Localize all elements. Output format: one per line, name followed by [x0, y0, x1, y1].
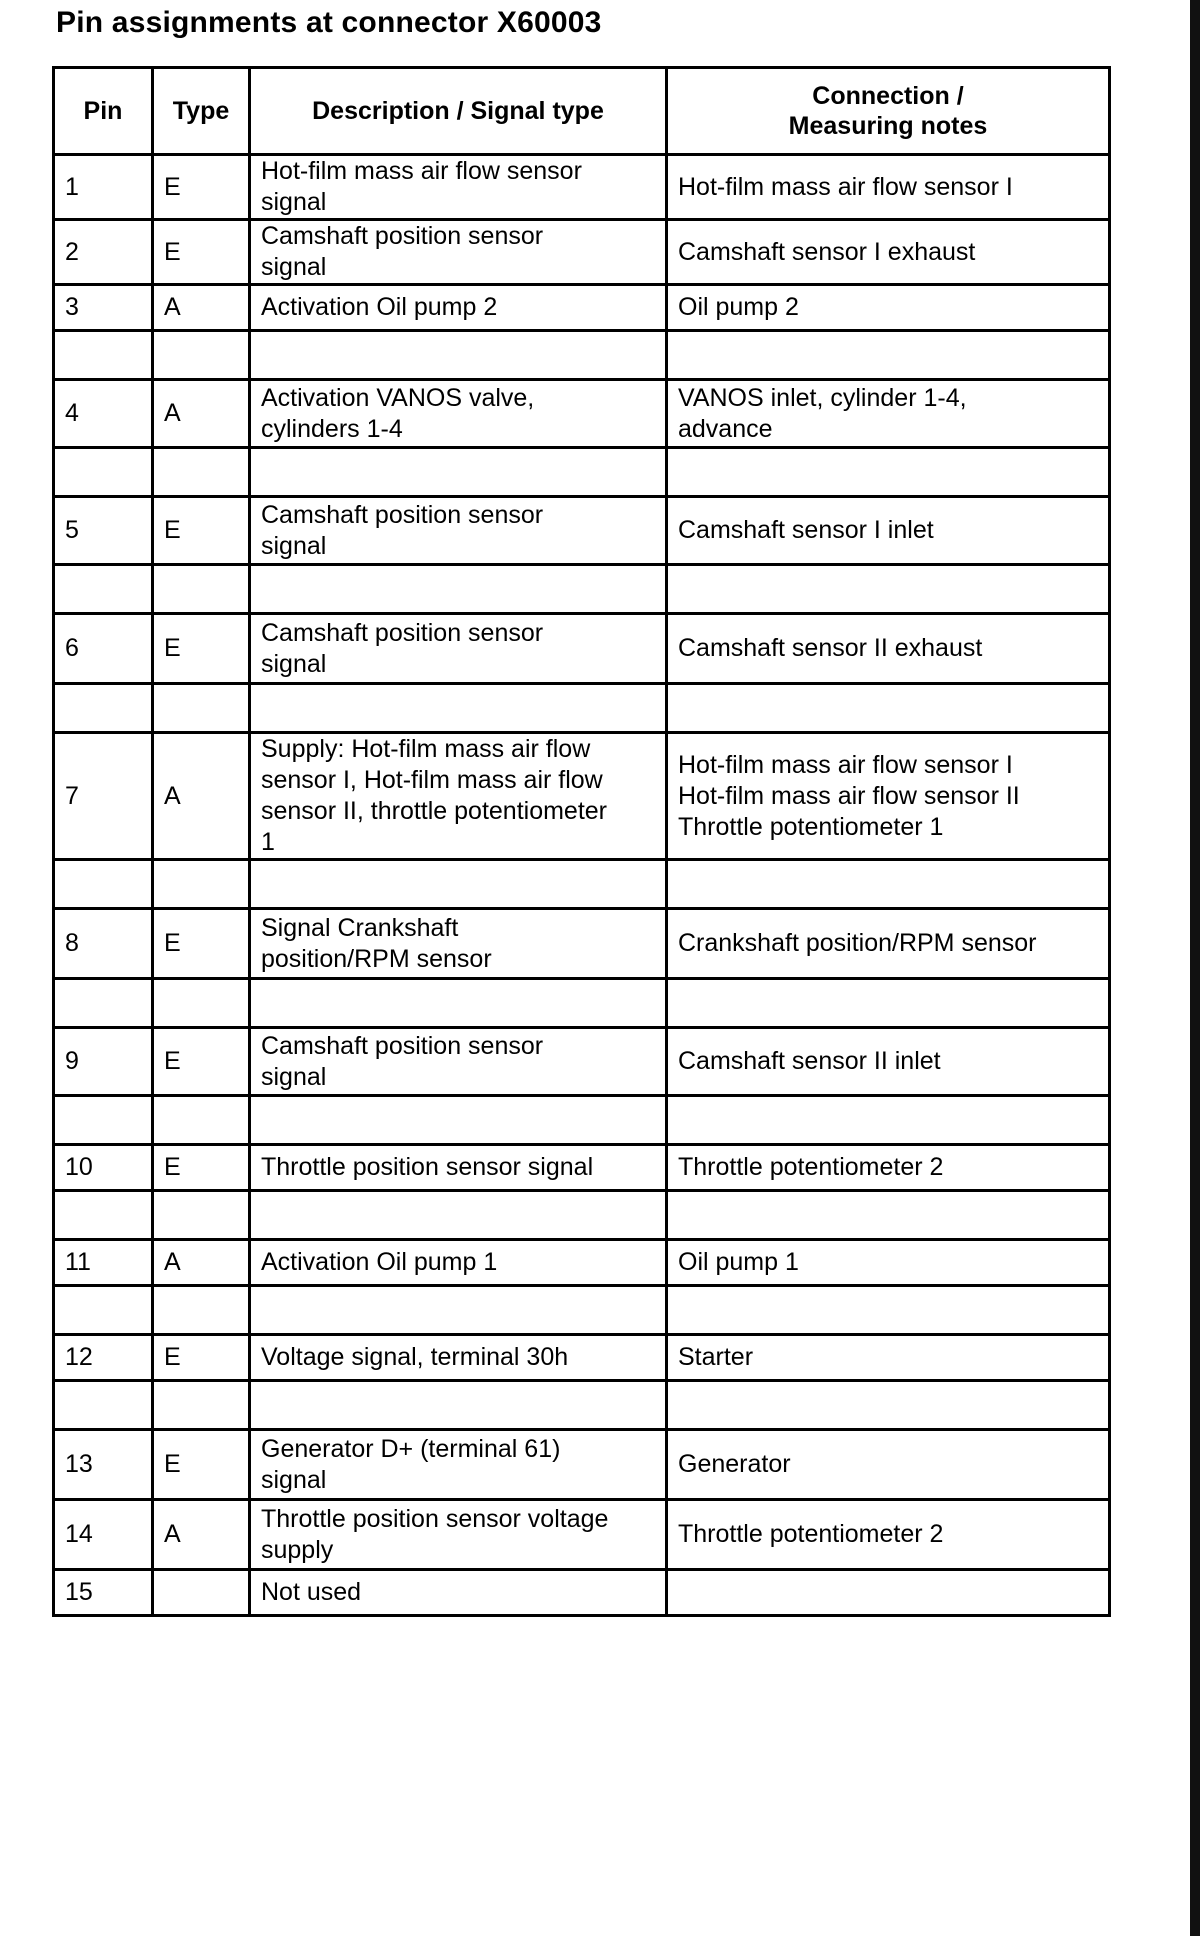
- type-cell: [153, 1570, 250, 1616]
- pin-cell: 10: [54, 1145, 153, 1191]
- table-body: [54, 155, 1110, 1616]
- description-cell: [250, 1028, 667, 1096]
- connection-cell: [667, 1430, 1110, 1500]
- description-line: signal: [261, 649, 327, 678]
- pin-cell: 6: [54, 614, 153, 684]
- description-line: signal: [261, 1062, 327, 1091]
- description-cell: [250, 285, 667, 331]
- pin-cell: 11: [54, 1240, 153, 1286]
- description-line: cylinders 1-4: [261, 414, 403, 443]
- table-row: [54, 285, 1110, 331]
- empty-cell: [153, 979, 250, 1028]
- empty-cell: [250, 565, 667, 614]
- empty-cell: [153, 331, 250, 380]
- table-row: [54, 1500, 1110, 1570]
- empty-cell: [54, 979, 153, 1028]
- pin-cell: 14: [54, 1500, 153, 1570]
- spacer-row: [54, 1191, 1110, 1240]
- connection-line: advance: [678, 414, 773, 443]
- connection-line: VANOS inlet, cylinder 1-4,: [678, 383, 967, 412]
- description-line: Signal Crankshaft: [261, 913, 459, 942]
- table-row: [54, 1335, 1110, 1381]
- empty-cell: [54, 1286, 153, 1335]
- type-cell: E: [153, 1335, 250, 1381]
- empty-cell: [54, 331, 153, 380]
- empty-cell: [667, 1286, 1110, 1335]
- column-header-connection-line2: Measuring notes: [788, 112, 988, 140]
- pin-cell: 4: [54, 380, 153, 448]
- description-cell: [250, 1145, 667, 1191]
- empty-cell: [250, 860, 667, 909]
- type-cell: E: [153, 1028, 250, 1096]
- description-line: Activation Oil pump 1: [261, 1248, 498, 1276]
- empty-cell: [153, 684, 250, 733]
- description-line: Camshaft position sensor: [261, 1031, 544, 1060]
- connection-cell: [667, 733, 1110, 860]
- spacer-row: [54, 979, 1110, 1028]
- description-line: sensor II, throttle potentiometer: [261, 797, 608, 825]
- empty-cell: [54, 684, 153, 733]
- pin-cell: 12: [54, 1335, 153, 1381]
- description-line: Activation Oil pump 2: [261, 293, 498, 321]
- description-line: signal: [261, 253, 327, 281]
- pin-cell: 7: [54, 733, 153, 860]
- connection-cell: [667, 614, 1110, 684]
- spacer-row: [54, 1286, 1110, 1335]
- empty-cell: [250, 979, 667, 1028]
- connection-cell: [667, 285, 1110, 331]
- description-line: sensor I, Hot-film mass air flow: [261, 766, 603, 794]
- pin-cell: 8: [54, 909, 153, 979]
- type-cell: E: [153, 497, 250, 565]
- empty-cell: [153, 860, 250, 909]
- table-row: [54, 614, 1110, 684]
- pin-cell: 2: [54, 220, 153, 285]
- description-line: position/RPM sensor: [261, 944, 492, 973]
- empty-cell: [250, 331, 667, 380]
- type-cell: E: [153, 1145, 250, 1191]
- type-cell: E: [153, 1430, 250, 1500]
- description-line: signal: [261, 1465, 327, 1494]
- type-cell: E: [153, 155, 250, 220]
- connection-cell: [667, 220, 1110, 285]
- description-cell: [250, 1430, 667, 1500]
- table-row: [54, 1145, 1110, 1191]
- description-cell: [250, 220, 667, 285]
- column-header-type: Type: [153, 68, 250, 155]
- pin-cell: 15: [54, 1570, 153, 1616]
- pin-cell: 9: [54, 1028, 153, 1096]
- empty-cell: [54, 1096, 153, 1145]
- empty-cell: [153, 1381, 250, 1430]
- description-line: signal: [261, 188, 327, 216]
- description-line: Throttle position sensor voltage: [261, 1504, 609, 1533]
- spacer-row: [54, 1381, 1110, 1430]
- empty-cell: [667, 979, 1110, 1028]
- connection-line: Hot-film mass air flow sensor I: [678, 750, 1013, 779]
- empty-cell: [667, 1381, 1110, 1430]
- connection-cell: [667, 380, 1110, 448]
- description-line: Throttle position sensor signal: [261, 1153, 594, 1181]
- description-line: signal: [261, 531, 327, 560]
- connection-line: Camshaft sensor I inlet: [678, 516, 934, 544]
- empty-cell: [667, 860, 1110, 909]
- connection-line: Camshaft sensor II exhaust: [678, 634, 983, 662]
- empty-cell: [667, 1191, 1110, 1240]
- empty-cell: [54, 448, 153, 497]
- connection-cell: [667, 497, 1110, 565]
- table-row: [54, 497, 1110, 565]
- connection-cell: [667, 1500, 1110, 1570]
- connection-cell: [667, 909, 1110, 979]
- table-row: [54, 909, 1110, 979]
- table-row: [54, 380, 1110, 448]
- pin-cell: 1: [54, 155, 153, 220]
- empty-cell: [153, 448, 250, 497]
- pin-assignment-table: [52, 66, 1111, 1617]
- table-row: [54, 155, 1110, 220]
- spacer-row: [54, 448, 1110, 497]
- empty-cell: [54, 860, 153, 909]
- connection-line: Camshaft sensor II inlet: [678, 1047, 941, 1075]
- spacer-row: [54, 860, 1110, 909]
- empty-cell: [153, 1191, 250, 1240]
- column-header-description: Description / Signal type: [250, 68, 667, 155]
- spacer-row: [54, 684, 1110, 733]
- type-cell: E: [153, 909, 250, 979]
- spacer-row: [54, 565, 1110, 614]
- connection-cell: [667, 155, 1110, 220]
- empty-cell: [250, 1191, 667, 1240]
- empty-cell: [54, 565, 153, 614]
- connection-line: Throttle potentiometer 2: [678, 1153, 944, 1181]
- description-cell: [250, 614, 667, 684]
- spacer-row: [54, 331, 1110, 380]
- empty-cell: [250, 1096, 667, 1145]
- scan-edge-border: [1190, 0, 1200, 1936]
- description-line: Camshaft position sensor: [261, 500, 544, 529]
- description-cell: [250, 909, 667, 979]
- type-cell: A: [153, 285, 250, 331]
- column-header-connection-line1: Connection /: [812, 82, 964, 110]
- description-cell: [250, 497, 667, 565]
- table-row: [54, 1028, 1110, 1096]
- type-cell: A: [153, 733, 250, 860]
- connection-line: Hot-film mass air flow sensor II: [678, 781, 1020, 810]
- description-cell: [250, 1240, 667, 1286]
- empty-cell: [250, 1286, 667, 1335]
- empty-cell: [153, 1096, 250, 1145]
- description-cell: [250, 380, 667, 448]
- description-line: Voltage signal, terminal 30h: [261, 1343, 569, 1371]
- connection-cell: [667, 1145, 1110, 1191]
- type-cell: A: [153, 1500, 250, 1570]
- description-line: 1: [261, 828, 275, 856]
- connection-cell: [667, 1570, 1110, 1616]
- column-header-connection: [667, 68, 1110, 155]
- description-line: Generator D+ (terminal 61): [261, 1434, 561, 1463]
- connection-line: Oil pump 2: [678, 293, 799, 321]
- empty-cell: [667, 565, 1110, 614]
- connection-line: Oil pump 1: [678, 1248, 799, 1276]
- description-line: Camshaft position sensor: [261, 222, 544, 250]
- description-cell: [250, 733, 667, 860]
- empty-cell: [667, 448, 1110, 497]
- connection-line: Crankshaft position/RPM sensor: [678, 929, 1037, 957]
- page-title: Pin assignments at connector X60003: [56, 6, 602, 39]
- pin-cell: 13: [54, 1430, 153, 1500]
- empty-cell: [667, 684, 1110, 733]
- description-line: Hot-film mass air flow sensor: [261, 157, 582, 185]
- empty-cell: [250, 448, 667, 497]
- empty-cell: [54, 1381, 153, 1430]
- connection-line: Camshaft sensor I exhaust: [678, 237, 976, 266]
- table-row: [54, 1240, 1110, 1286]
- connection-line: Throttle potentiometer 1: [678, 812, 944, 841]
- table-row: [54, 220, 1110, 285]
- empty-cell: [667, 1096, 1110, 1145]
- empty-cell: [153, 565, 250, 614]
- connection-cell: [667, 1240, 1110, 1286]
- description-line: Not used: [261, 1578, 362, 1606]
- empty-cell: [667, 331, 1110, 380]
- empty-cell: [153, 1286, 250, 1335]
- table-header-row: [54, 68, 1110, 155]
- description-line: supply: [261, 1535, 334, 1564]
- spacer-row: [54, 1096, 1110, 1145]
- description-cell: [250, 155, 667, 220]
- connection-line: Hot-film mass air flow sensor I: [678, 172, 1013, 201]
- description-cell: [250, 1500, 667, 1570]
- type-cell: E: [153, 220, 250, 285]
- description-line: Camshaft position sensor: [261, 618, 544, 647]
- description-line: Supply: Hot-film mass air flow: [261, 735, 591, 763]
- empty-cell: [250, 1381, 667, 1430]
- connection-cell: [667, 1335, 1110, 1381]
- connection-line: Starter: [678, 1343, 754, 1371]
- pin-cell: 5: [54, 497, 153, 565]
- type-cell: A: [153, 380, 250, 448]
- connection-line: Generator: [678, 1450, 791, 1478]
- table-row: [54, 1430, 1110, 1500]
- table-row: [54, 1570, 1110, 1616]
- type-cell: A: [153, 1240, 250, 1286]
- table-row: [54, 733, 1110, 860]
- description-cell: [250, 1570, 667, 1616]
- connection-cell: [667, 1028, 1110, 1096]
- type-cell: E: [153, 614, 250, 684]
- description-line: Activation VANOS valve,: [261, 383, 535, 412]
- empty-cell: [54, 1191, 153, 1240]
- connection-line: Throttle potentiometer 2: [678, 1520, 944, 1548]
- pin-cell: 3: [54, 285, 153, 331]
- empty-cell: [250, 684, 667, 733]
- column-header-pin: Pin: [54, 68, 153, 155]
- description-cell: [250, 1335, 667, 1381]
